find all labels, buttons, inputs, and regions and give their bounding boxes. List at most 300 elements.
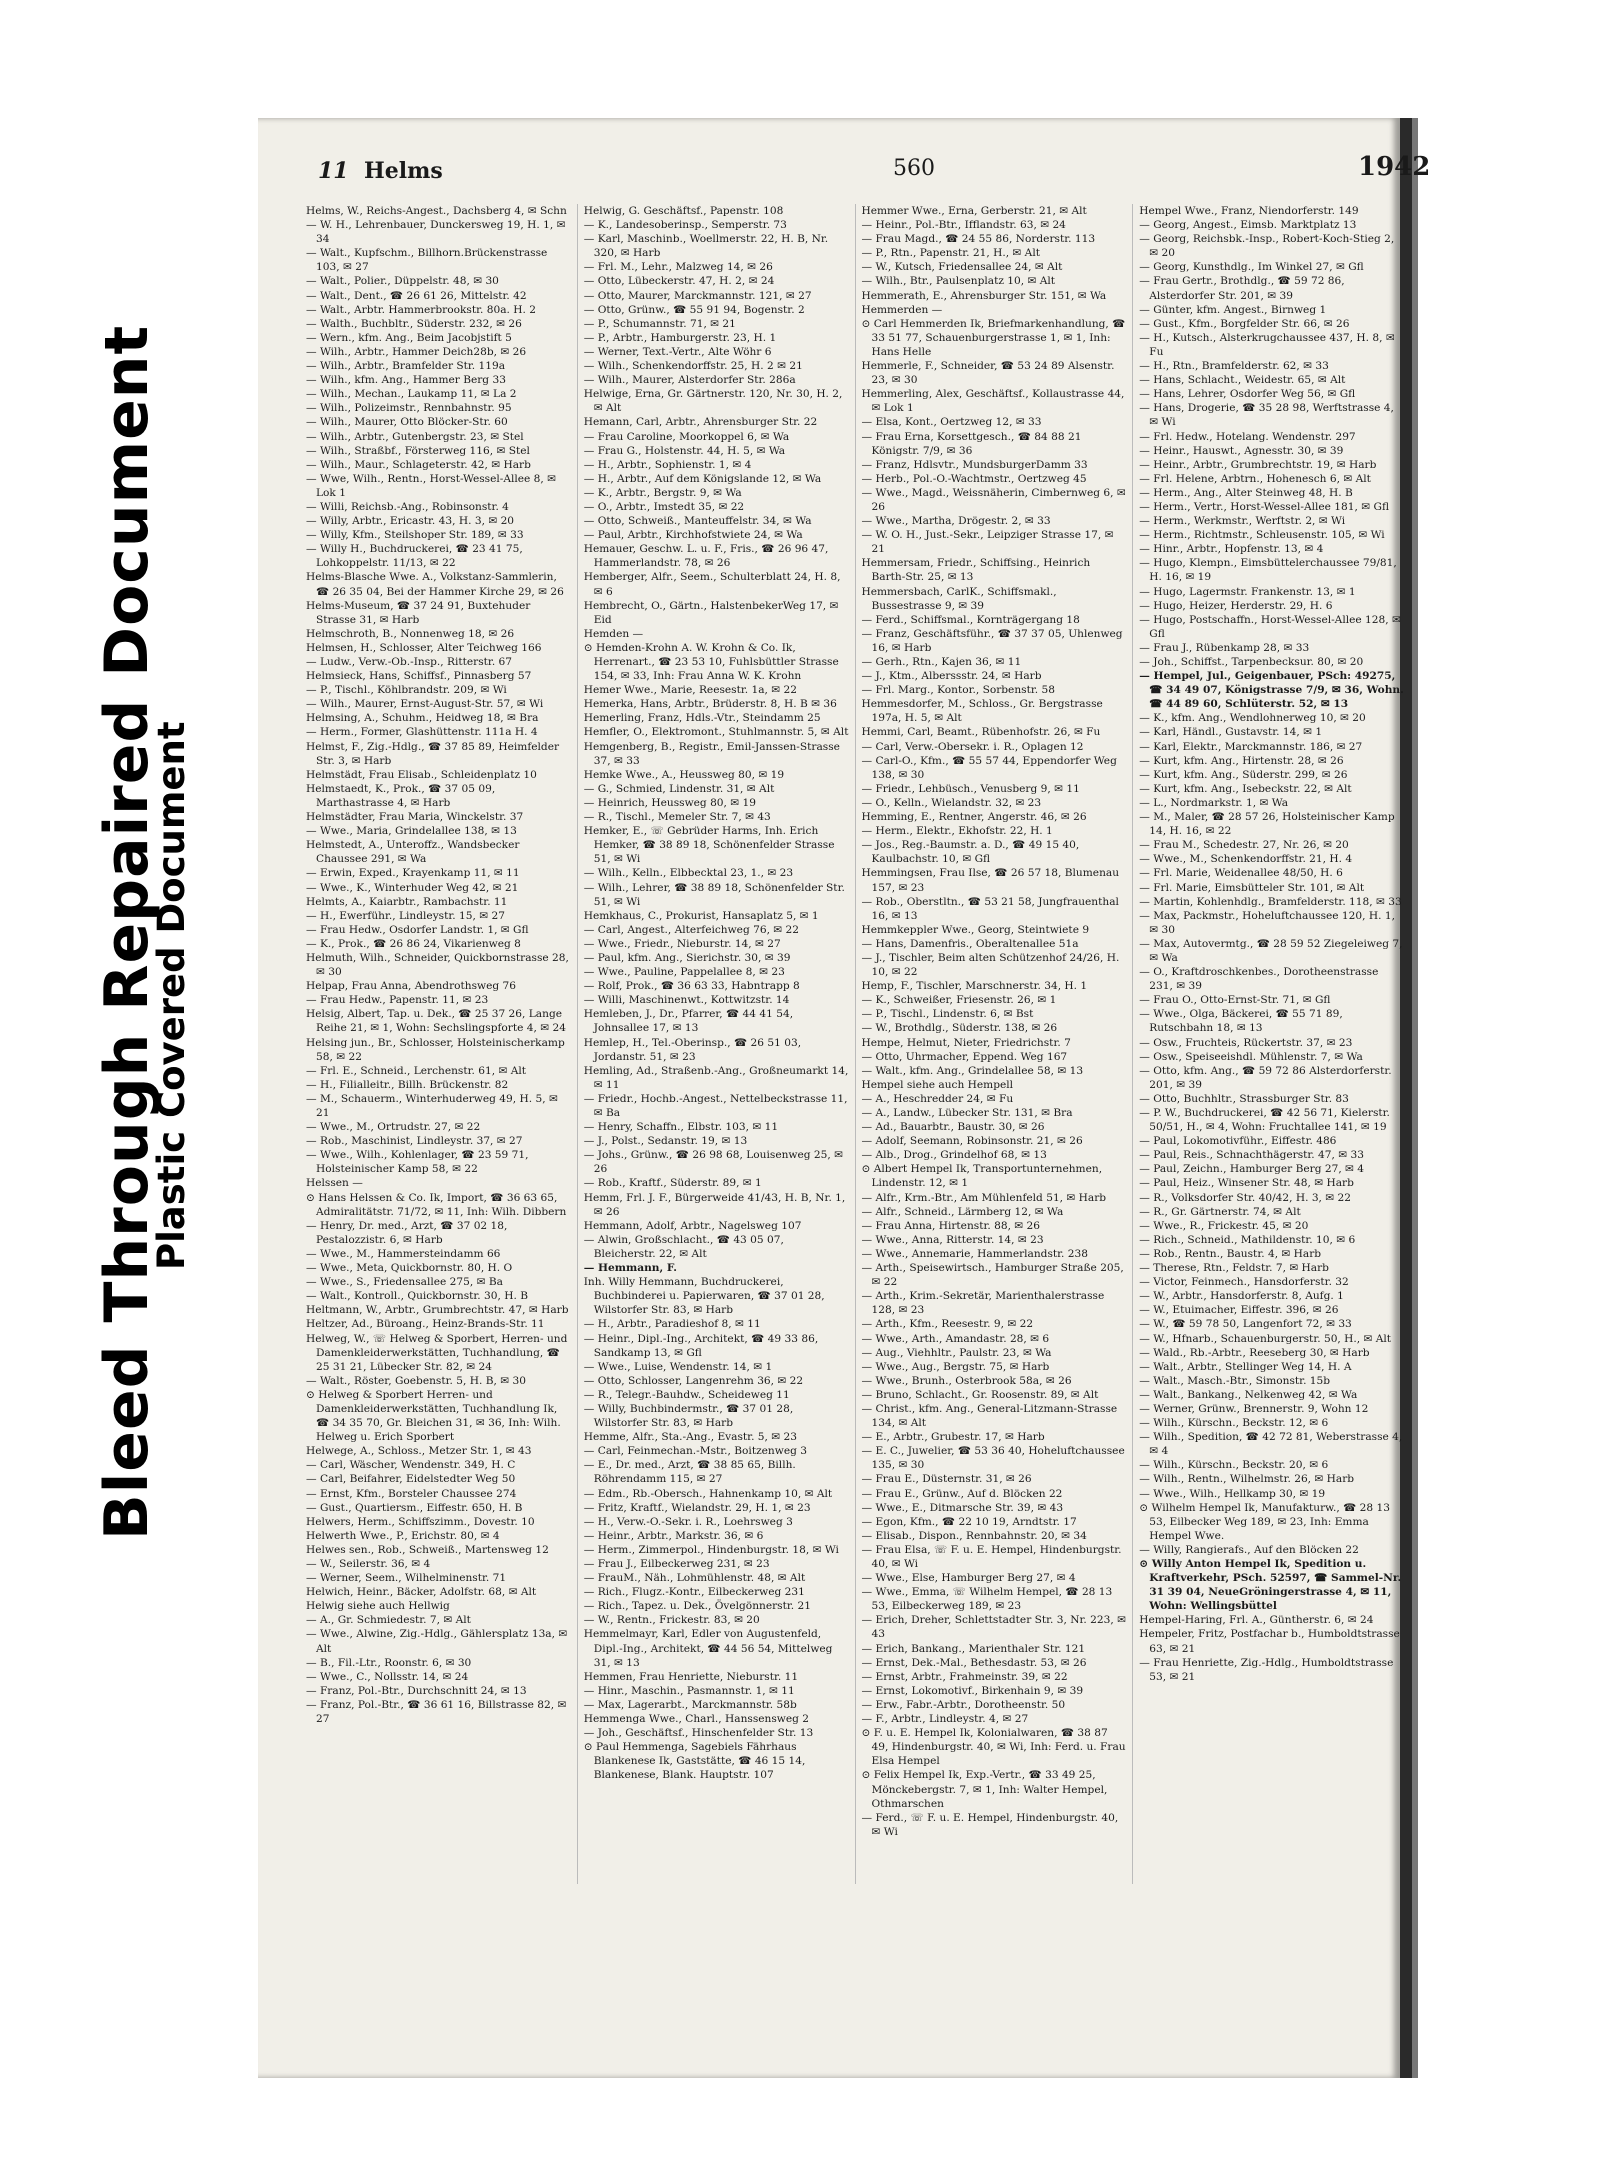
directory-entry: — Alwin, Großschlacht., ☎ 43 05 07, Bleicherstr. 22, ✉ Alt (583, 1233, 784, 1260)
directory-entry: — Paul, Reis., Schnachthägerstr. 47, ✉ 33 (1139, 1149, 1364, 1162)
directory-entry: — Franz, Geschäftsführ., ☎ 37 37 05, Uhlenweg 16, ✉ Harb (861, 627, 1123, 654)
directory-entry: Hemmersam, Friedr., Schiffsing., Heinrich Barth-Str. 25, ✉ 13 (861, 557, 1091, 584)
directory-entry: — Ferd., ☏ F. u. E. Hempel, Hindenburgstr. 40, ✉ Wi (861, 1811, 1119, 1838)
directory-entry: Hempeler, Fritz, Postfachar b., Humboldtstrasse 63, ✉ 21 (1139, 1628, 1400, 1655)
directory-entry: — Franz, Pol.-Btr., Durchschnitt 24, ✉ 13 (306, 1684, 527, 1697)
directory-entry: Hemer Wwe., Marie, Reesestr. 1a, ✉ 22 (583, 684, 798, 697)
directory-entry: Helsig, Albert, Tap. u. Dek., ☎ 25 37 26, Lange Reihe 21, ✉ 1, Wohn: Sechslingspforte 4, ✉ 24 (306, 1008, 566, 1035)
directory-entry: — Frl. Marie, Eimsbütteler Str. 101, ✉ Alt (1139, 881, 1365, 894)
directory-entry: — Frau O., Otto-Ernst-Str. 71, ✉ Gfl (1139, 994, 1331, 1007)
directory-entry: — J., Tischler, Beim alten Schützenhof 24/26, H. 10, ✉ 22 (861, 951, 1120, 979)
directory-entry: — Martin, Kohlenhdlg., Bramfelderstr. 118, ✉ 33 (1139, 895, 1402, 908)
directory-entry: — Rich., Flugz.-Kontr., Eilbeckerweg 231 (583, 1586, 805, 1599)
directory-entry: — Frl. E., Schneid., Lerchenstr. 61, ✉ Alt (306, 1064, 527, 1077)
directory-entry: — Ferd., Schiffsmal., Kornträgergang 18 (861, 613, 1080, 626)
directory-entry: — Hans, Schlacht., Weidestr. 65, ✉ Alt (1139, 374, 1346, 387)
directory-entry: — H., Arbtr., Auf dem Königslande 12, ✉ Wa (583, 472, 822, 485)
directory-entry: — Heinr., Hauswt., Agnesstr. 30, ✉ 39 (1139, 444, 1344, 457)
directory-entry: Hemmkeppler Wwe., Georg, Steintwiete 9 (861, 923, 1090, 936)
directory-entry: Hemmersbach, CarlK., Schiffsmakl., Bussestrasse 9, ✉ 39 (861, 585, 1057, 612)
directory-entry: Helms-Blasche Wwe. A., Volkstanz-Sammlerin, ☎ 26 35 04, Bei der Hammer Kirche 29, ✉ 26 (306, 571, 564, 598)
directory-entry: — Wwe., Alwine, Zig.-Hdlg., Gählersplatz 13a, ✉ Alt (306, 1628, 568, 1655)
directory-entry: — Werner, Grünw., Brennerstr. 9, Wohn 12 (1139, 1402, 1369, 1415)
directory-entry: — F., Arbtr., Lindleystr. 4, ✉ 27 (861, 1713, 1029, 1726)
directory-entry: Hemberger, Alfr., Seem., Schulterblatt 24, H. 8, ✉ 6 (583, 571, 841, 598)
directory-entry: — Rob., Kraftf., Süderstr. 89, ✉ 1 (583, 1177, 762, 1190)
directory-entry: — Alb., Drog., Grindelhof 68, ✉ 13 (861, 1149, 1047, 1162)
directory-entry: — W. O. H., Just.-Sekr., Leipziger Strasse 17, ✉ 21 (861, 529, 1114, 556)
directory-entry: — Adolf, Seemann, Robinsonstr. 21, ✉ 26 (861, 1135, 1083, 1148)
directory-entry: — O., Kelln., Wielandstr. 32, ✉ 23 (861, 796, 1042, 809)
directory-entry: — Kurt, kfm. Ang., Isebeckstr. 22, ✉ Alt (1139, 782, 1352, 795)
directory-entry: — R., Gr. Gärtnerstr. 74, ✉ Alt (1139, 1205, 1301, 1218)
directory-entry: — Wwe., Brunh., Osterbrook 58a, ✉ 26 (861, 1374, 1072, 1387)
directory-entry: — Frau J., Eilbeckerweg 231, ✉ 23 (583, 1558, 770, 1570)
directory-entry: Hemmi, Carl, Beamt., Rübenhofstr. 26, ✉ Fu (861, 726, 1101, 739)
directory-entry: — Herm., Former, Glashüttenstr. 111a H. 4 (306, 726, 538, 739)
directory-entry: — Arth., Speisewirtsch., Hamburger Straße 205, ✉ 22 (861, 1262, 1124, 1289)
directory-entry: — M., Maler, ☎ 28 57 26, Holsteinischer Kamp 14, H. 16, ✉ 22 (1139, 811, 1395, 838)
directory-entry: — Herb., Pol.-O.-Wachtmstr., Oertzweg 45 (861, 472, 1087, 485)
directory-entry: Helwes sen., Rob., Schweiß., Martensweg 12 (306, 1543, 549, 1556)
running-head: Helms (364, 158, 443, 184)
directory-entry: — Rich., Tapez. u. Dek., Övelgönnerstr. 21 (583, 1600, 811, 1613)
directory-entry: — Frau Erna, Korsettgesch., ☎ 84 88 21 Königstr. 7/9, ✉ 36 (861, 430, 1082, 457)
directory-entry: — Otto, Buchhltr., Strassburger Str. 83 (1139, 1092, 1349, 1105)
directory-entry: — Elisab., Dispon., Rennbahnstr. 20, ✉ 34 (861, 1529, 1087, 1542)
directory-entry: — P., Arbtr., Hamburgerstr. 23, H. 1 (583, 331, 777, 344)
directory-entry: ⊙ Felix Hempel Ik, Exp.-Vertr., ☎ 33 49 25, Mönckebergstr. 7, ✉ 1, Inh: Walter Hempel, Othmarschen (861, 1769, 1108, 1810)
directory-entry: — P., Rtn., Papenstr. 21, H., ✉ Alt (861, 247, 1040, 260)
directory-entry: — W., Brothdlg., Süderstr. 138, ✉ 26 (861, 1022, 1058, 1035)
directory-entry: — Werner, Seem., Wilhelminenstr. 71 (306, 1572, 507, 1585)
directory-entry: — Willy, Buchbindermstr., ☎ 37 01 28, Wilstorfer Str. 83, ✉ Harb (583, 1402, 794, 1430)
directory-entry: — Ad., Bauarbtr., Baustr. 30, ✉ 26 (861, 1121, 1045, 1134)
directory-entry: Hemme, Alfr., Sta.-Ang., Evastr. 5, ✉ 23 (583, 1431, 798, 1444)
directory-entry: — Wilh., Maurer, Alsterdorfer Str. 286a (583, 374, 796, 387)
column-3 (856, 204, 1134, 1884)
directory-entry: — Franz, Hdlsvtr., MundsburgerDamm 33 (861, 458, 1088, 471)
directory-entry: — Gerh., Rtn., Kajen 36, ✉ 11 (861, 656, 1022, 668)
directory-entry: — Wwe., Martha, Drögestr. 2, ✉ 33 (861, 515, 1051, 528)
directory-entry: — W., Etuimacher, Eiffestr. 396, ✉ 26 (1139, 1304, 1339, 1317)
directory-entry: — Alfr., Schneid., Lärmberg 12, ✉ Wa (861, 1205, 1064, 1218)
directory-entry: — Ernst, Kfm., Borsteler Chaussee 274 (306, 1487, 517, 1500)
directory-entry: — Wwe., Aug., Bergstr. 75, ✉ Harb (861, 1360, 1050, 1373)
directory-entry: — A., Heschredder 24, ✉ Fu (861, 1092, 1014, 1105)
directory-entry: — W., Rentn., Frickestr. 83, ✉ 20 (583, 1614, 760, 1627)
directory-entry: — Wilh., Arbtr., Bramfelder Str. 119a (306, 360, 506, 373)
directory-entry: Helmuth, Wilh., Schneider, Quickbornstrasse 28, ✉ 30 (306, 951, 569, 979)
directory-entry: Helmschroth, B., Nonnenweg 18, ✉ 26 (306, 627, 515, 640)
directory-entry: Hemmenga Wwe., Charl., Hanssensweg 2 (583, 1713, 810, 1726)
directory-entry: — A., Landw., Lübecker Str. 131, ✉ Bra (861, 1107, 1073, 1119)
directory-entry: — Kurt, kfm. Ang., Süderstr. 299, ✉ 26 (1139, 768, 1348, 781)
directory-entry: Helwig siehe auch Hellwig (306, 1600, 450, 1613)
directory-entry: Hemmerling, Alex, Geschäftsf., Kollaustrasse 44, ✉ Lok 1 (861, 388, 1125, 415)
directory-entry: — W. H., Lehrenbauer, Dunckersweg 19, H. 1, ✉ 34 (306, 219, 566, 246)
directory-entry: Helpap, Frau Anna, Abendrothsweg 76 (306, 980, 517, 993)
directory-entry: — P., Tischl., Köhlbrandstr. 209, ✉ Wi (306, 684, 507, 697)
directory-entry: — Wwe., Olga, Bäckerei, ☎ 55 71 89, Rutschbahn 18, ✉ 13 (1139, 1008, 1343, 1035)
directory-entry: — Ernst, Lokomotivf., Birkenhain 9, ✉ 39 (861, 1684, 1084, 1697)
directory-entry: — Wilh., Kürschn., Beckstr. 12, ✉ 6 (1139, 1417, 1329, 1430)
directory-entry: — Arth., Krim.-Sekretär, Marienthalerstrasse 128, ✉ 23 (861, 1290, 1105, 1317)
directory-entry: — Walt., Arbtr. Hammerbrookstr. 80a. H. 2 (306, 303, 536, 316)
directory-entry: — W., Arbtr., Hansdorferstr. 8, Aufg. 1 (1139, 1290, 1344, 1303)
directory-entry: Hemmelmayr, Karl, Edler von Augustenfeld, Dipl.-Ing., Architekt, ☎ 44 56 54, Mittelweg 31, ✉ 13 (583, 1628, 833, 1669)
directory-entry: — Gust., Kfm., Borgfelder Str. 66, ✉ 26 (1139, 317, 1350, 330)
directory-entry: — Wwe., Else, Hamburger Berg 27, ✉ 4 (861, 1572, 1076, 1585)
directory-entry: — Heinr., Arbtr., Grumbrechtstr. 19, ✉ Harb (1139, 458, 1377, 471)
directory-entry: ⊙ Helweg & Sporbert Herren- und Damenkleiderwerkstätten, Tuchhandlung Ik, ☎ 34 35 70, Gr. Bleichen 31, ✉ 36, Inh: Wilh. Helweg u. Erich Sporbert (306, 1388, 561, 1444)
directory-entry: Heltmann, W., Arbtr., Grumbrechtstr. 47, ✉ Harb (306, 1304, 569, 1317)
directory-entry: Helmsen, H., Schlosser, Alter Teichweg 166 (306, 641, 542, 654)
directory-entry: — Therese, Rtn., Feldstr. 7, ✉ Harb (1139, 1262, 1329, 1275)
directory-entry: — Willi, Reichsb.-Ang., Robinsonstr. 4 (306, 500, 509, 513)
directory-entry: Hemm, Frl. J. F., Bürgerweide 41/43, H. B, Nr. 1, ✉ 26 (583, 1191, 846, 1218)
directory-entry: Hemgenberg, B., Registr., Emil-Janssen-Strasse 37, ✉ 33 (583, 740, 840, 767)
directory-entry: Helsing jun., Br., Schlosser, Holsteinischerkamp 58, ✉ 22 (306, 1036, 565, 1063)
directory-entry: — Wwe., Arth., Amandastr. 28, ✉ 6 (861, 1332, 1050, 1345)
directory-entry: — Hans, Damenfris., Oberaltenallee 51a (861, 937, 1079, 950)
directory-entry: — Kurt, kfm. Ang., Hirtenstr. 28, ✉ 26 (1139, 754, 1344, 767)
directory-entry: — Wilh., Maurer, Otto Blöcker-Str. 60 (306, 416, 508, 429)
directory-entry: — Wilh., Rentn., Wilhelmstr. 26, ✉ Harb (1139, 1473, 1355, 1486)
directory-entry: Helwig, G. Geschäftsf., Papenstr. 108 (583, 205, 784, 217)
directory-columns (300, 204, 1410, 1884)
directory-entry: — Carl, Angest., Alterfeichweg 76, ✉ 22 (583, 923, 800, 936)
directory-entry: — Frau M., Schedestr. 27, Nr. 26, ✉ 20 (1139, 839, 1349, 852)
directory-entry: — FrauM., Näh., Lohmühlenstr. 48, ✉ Alt (583, 1572, 806, 1585)
directory-entry: — Otto, Uhrmacher, Eppend. Weg 167 (861, 1050, 1068, 1063)
directory-entry: — Max, Lagerarbt., Marckmannstr. 58b (583, 1698, 797, 1711)
directory-entry: — Christ., kfm. Ang., General-Litzmann-Strasse 134, ✉ Alt (861, 1402, 1118, 1430)
page-number: 560 (893, 156, 935, 181)
directory-entry: Hemlep, H., Tel.-Oberinsp., ☎ 26 51 03, Jordanstr. 51, ✉ 23 (583, 1036, 802, 1063)
directory-entry: Hemmann, Adolf, Arbtr., Nagelsweg 107 (583, 1219, 802, 1232)
directory-entry: — Hinr., Arbtr., Hopfenstr. 13, ✉ 4 (1139, 543, 1324, 556)
directory-entry: — Osw., Fruchteis, Rückertstr. 37, ✉ 23 (1139, 1036, 1353, 1049)
directory-entry: Hemkhaus, C., Prokurist, Hansaplatz 5, ✉ 1 (583, 909, 819, 922)
directory-entry: — Frau Magd., ☎ 24 55 86, Norderstr. 113 (861, 233, 1096, 246)
directory-entry: — R., Volksdorfer Str. 40/42, H. 3, ✉ 22 (1139, 1191, 1352, 1204)
directory-entry: — Otto, Grünw., ☎ 55 91 94, Bogenstr. 2 (583, 303, 805, 316)
directory-entry: Helmstaedt, K., Prok., ☎ 37 05 09, Marthastrasse 4, ✉ Harb (306, 782, 496, 809)
directory-entry: — Walt., Dent., ☎ 26 61 26, Mittelstr. 42 (306, 289, 527, 302)
directory-entry: — Gust., Quartiersm., Eiffestr. 650, H. B (306, 1501, 523, 1514)
directory-entry: — Ernst, Dek.-Mal., Bethesdastr. 53, ✉ 26 (861, 1656, 1087, 1669)
plastic-covered-label: Plastic Covered Document (150, 721, 193, 1270)
directory-entry: — J., Ktm., Alberssstr. 24, ✉ Harb (861, 670, 1042, 683)
directory-entry: — Joh., Schiffst., Tarpenbecksur. 80, ✉ 20 (1139, 656, 1364, 668)
directory-entry: — Georg, Kunsthdlg., Im Winkel 27, ✉ Gfl (1139, 261, 1364, 274)
bottom-margin (258, 2078, 1418, 2177)
directory-entry: Helmstädt, Frau Elisab., Schleidenplatz 10 (306, 768, 537, 781)
directory-entry: — Erich, Bankang., Marienthaler Str. 121 (861, 1642, 1086, 1655)
directory-entry: — Herm., Elektr., Ekhofstr. 22, H. 1 (861, 825, 1053, 838)
directory-entry: — Wwe., Wilh., Kohlenlager, ☎ 23 59 71, Holsteinischer Kamp 58, ✉ 22 (306, 1149, 529, 1176)
directory-entry: — B., Fil.-Ltr., Roonstr. 6, ✉ 30 (306, 1656, 472, 1669)
directory-entry: — Herm., Werkmstr., Werftstr. 2, ✉ Wi (1139, 515, 1346, 528)
directory-entry: — Herm., Ang., Alter Steinweg 48, H. B (1139, 486, 1353, 499)
directory-entry: — Otto, Maurer, Marckmannstr. 121, ✉ 27 (583, 289, 812, 302)
directory-entry: — Egon, Kfm., ☎ 22 10 19, Arndtstr. 17 (861, 1515, 1077, 1528)
directory-entry: Helmst, F., Zig.-Hdlg., ☎ 37 85 89, Heimfelder Str. 3, ✉ Harb (306, 740, 560, 767)
directory-entry: — Wwe., Annemarie, Hammerlandstr. 238 (861, 1247, 1089, 1260)
directory-entry: — Friedr., Hochb.-Angest., Nettelbeckstrasse 11, ✉ Ba (583, 1092, 848, 1119)
directory-entry: Helmsieck, Hans, Schiffsf., Pinnasberg 57 (306, 670, 532, 683)
directory-entry: — Willy, Arbtr., Ericastr. 43, H. 3, ✉ 20 (306, 515, 515, 528)
directory-entry: — Rolf, Prok., ☎ 36 63 33, Habntrapp 8 (583, 980, 800, 993)
directory-entry: Hemmesdorfer, M., Schloss., Gr. Bergstrasse 197a, H. 5, ✉ Alt (861, 698, 1103, 725)
directory-entry: — Paul, Heiz., Winsener Str. 48, ✉ Harb (1139, 1177, 1354, 1190)
directory-entry: — Rich., Schneid., Mathildenstr. 10, ✉ 6 (1139, 1233, 1356, 1246)
directory-entry: ⊙ Albert Hempel Ik, Transportunternehmen, Lindenstr. 12, ✉ 1 (861, 1163, 1103, 1190)
directory-entry: — E., Arbtr., Grubestr. 17, ✉ Harb (861, 1431, 1045, 1444)
directory-entry: Hemmerath, E., Ahrensburger Str. 151, ✉ Wa (861, 289, 1107, 302)
directory-entry: — Hugo, Heizer, Herderstr. 29, H. 6 (1139, 599, 1333, 612)
directory-entry: — E. C., Juwelier, ☎ 53 36 40, Hoheluftchaussee 135, ✉ 30 (861, 1445, 1125, 1472)
bleed-through-label: Bleed Through Repaired Document (92, 324, 162, 1540)
directory-entry: — W., ☎ 59 78 50, Langenfort 72, ✉ 33 (1139, 1318, 1352, 1331)
directory-entry: — Wilh., Straßbf., Försterweg 116, ✉ Stel (306, 444, 530, 457)
directory-entry: Hemerling, Franz, Hdls.-Vtr., Steindamm 25 (583, 712, 821, 725)
directory-entry: — Joh., Geschäftsf., Hinschenfelder Str. 13 (583, 1727, 814, 1740)
directory-entry: — Frau Hedw., Osdorfer Landstr. 1, ✉ Gfl (306, 923, 529, 936)
directory-entry: — Wilh., Arbtr., Hammer Deich28b, ✉ 26 (306, 345, 527, 358)
directory-entry: — L., Nordmarkstr. 1, ✉ Wa (1139, 796, 1289, 809)
directory-entry: — J., Polst., Sedanstr. 19, ✉ 13 (583, 1135, 748, 1148)
directory-entry: — Franz, Pol.-Btr., ☎ 36 61 16, Billstrasse 82, ✉ 27 (306, 1698, 567, 1726)
directory-entry: — Hugo, Klempn., Eimsbüttelerchaussee 79/81, H. 16, ✉ 19 (1139, 557, 1397, 584)
directory-entry: — P., Tischl., Lindenstr. 6, ✉ Bst (861, 1008, 1034, 1021)
directory-entry: Hembrecht, O., Gärtn., HalstenbekerWeg 17, ✉ Eid (583, 599, 839, 626)
directory-entry: — Frau E., Grünw., Auf d. Blöcken 22 (861, 1487, 1063, 1500)
directory-entry: — Carl, Wäscher, Wendenstr. 349, H. C (306, 1459, 516, 1472)
directory-entry: — Wilh., Maurer, Ernst-August-Str. 57, ✉ Wi (306, 698, 544, 711)
directory-entry: — Georg, Reichsbk.-Insp., Robert-Koch-Stieg 2, ✉ 20 (1139, 233, 1395, 260)
directory-entry: — W., Kutsch, Friedensallee 24, ✉ Alt (861, 261, 1063, 274)
directory-entry: — Wilh., Spedition, ☎ 42 72 81, Weberstrasse 4, ✉ 4 (1139, 1431, 1403, 1458)
directory-entry: — Frau Henriette, Zig.-Hdlg., Humboldtstrasse 53, ✉ 21 (1139, 1656, 1394, 1683)
directory-entry: Hemann, Carl, Arbtr., Ahrensburger Str. 22 (583, 416, 818, 429)
directory-entry: — H., Arbtr., Sophienstr. 1, ✉ 4 (583, 458, 752, 471)
directory-entry: — Alfr., Krm.-Btr., Am Mühlenfeld 51, ✉ Harb (861, 1191, 1107, 1204)
directory-entry: — Hinr., Maschin., Pasmannstr. 1, ✉ 11 (583, 1684, 795, 1697)
directory-entry: — Wilh., Maur., Schlageterstr. 42, ✉ Harb (306, 458, 531, 471)
directory-entry: — Otto, kfm. Ang., ☎ 59 72 86 Alsterdorferstr. 201, ✉ 39 (1139, 1064, 1392, 1091)
directory-entry: — Herm., Richtmstr., Schleusenstr. 105, ✉ Wi (1139, 529, 1385, 542)
directory-entry: — R., Tischl., Memeler Str. 7, ✉ 43 (583, 811, 771, 824)
directory-entry: — Wwe., M., Ortrudstr. 27, ✉ 22 (306, 1121, 481, 1134)
directory-entry: Helssen — (306, 1177, 363, 1190)
directory-entry: — Elsa, Kont., Oertzweg 12, ✉ 33 (861, 416, 1042, 429)
directory-entry: — Edm., Rb.-Obersch., Hahnenkamp 10, ✉ Alt (583, 1487, 833, 1500)
directory-entry: — Erw., Fabr.-Arbtr., Dorotheenstr. 50 (861, 1698, 1066, 1711)
directory-entry: — Rob., Oberstltn., ☎ 53 21 58, Jungfrauenthal 16, ✉ 13 (861, 895, 1119, 922)
directory-entry: — Willy, Kfm., Steilshoper Str. 189, ✉ 33 (306, 529, 524, 542)
directory-entry: — Henry, Schaffn., Elbstr. 103, ✉ 11 (583, 1121, 779, 1134)
directory-entry: — Hans, Lehrer, Osdorfer Weg 56, ✉ Gfl (1139, 388, 1356, 401)
directory-entry: — Frau Hedw., Papenstr. 11, ✉ 23 (306, 994, 489, 1007)
directory-entry: — Wwe., Wilh., Hellkamp 30, ✉ 19 (1139, 1487, 1326, 1500)
directory-entry: — Frau Caroline, Moorkoppel 6, ✉ Wa (583, 430, 790, 443)
directory-entry: — Wwe., Luise, Wendenstr. 14, ✉ 1 (583, 1360, 773, 1373)
page-header (318, 152, 1431, 192)
directory-entry: — Wwe., Anna, Ritterstr. 14, ✉ 23 (861, 1233, 1044, 1246)
directory-entry: — Aug., Viehhltr., Paulstr. 23, ✉ Wa (861, 1346, 1052, 1359)
directory-entry: — Wilh., Schenkendorffstr. 25, H. 2 ✉ 21 (583, 360, 803, 373)
directory-entry: — Wwe., Magd., Weissnäherin, Cimbernweg 6, ✉ 26 (861, 486, 1126, 513)
directory-entry: — Paul, Arbtr., Kirchhofstwiete 24, ✉ Wa (583, 529, 803, 542)
directory-entry: — Frau Gertr., Brothdlg., ☎ 59 72 86, Alsterdorfer Str. 201, ✉ 39 (1139, 275, 1345, 302)
directory-entry: — Wilh., Mechan., Laukamp 11, ✉ La 2 (306, 388, 517, 401)
directory-entry: — Willi, Maschinenwt., Kottwitzstr. 14 (583, 994, 790, 1007)
directory-entry: — H., Filialleitr., Billh. Brückenstr. 82 (306, 1078, 509, 1091)
directory-entry: Hemfler, O., Elektromont., Stuhlmannstr. 5, ✉ Alt (583, 726, 849, 739)
directory-entry: — Wwe., Maria, Grindelallee 138, ✉ 13 (306, 825, 517, 838)
directory-entry: — Wwe., Emma, ☏ Wilhelm Hempel, ☎ 28 13 53, Eilbeckerweg 189, ✉ 23 (861, 1586, 1113, 1613)
directory-entry: — Wwe., E., Ditmarsche Str. 39, ✉ 43 (861, 1501, 1064, 1514)
directory-entry: — Wilh., Polizeimstr., Rennbahnstr. 95 (306, 402, 512, 415)
directory-entry: — Wwe., M., Schenkendorffstr. 21, H. 4 (1139, 853, 1353, 866)
directory-entry: — G., Schmied, Lindenstr. 31, ✉ Alt (583, 782, 775, 795)
directory-entry: Hemmingsen, Frau Ilse, ☎ 26 57 18, Blumenau 157, ✉ 23 (861, 867, 1120, 894)
directory-entry: — Max, Autovermtg., ☎ 28 59 52 Ziegeleiweg 7, ✉ Wa (1139, 937, 1403, 964)
directory-entry: Helwerth Wwe., P., Erichstr. 80, ✉ 4 (306, 1529, 500, 1542)
directory-entry: — Karl, Maschinb., Woellmerstr. 22, H. B, Nr. 320, ✉ Harb (583, 233, 829, 260)
directory-entry: — K., Prok., ☎ 26 86 24, Vikarienweg 8 (306, 937, 521, 950)
directory-entry: Hemke Wwe., A., Heussweg 80, ✉ 19 (583, 768, 785, 781)
directory-entry: Hemleben, J., Dr., Pfarrer, ☎ 44 41 54, Johnsallee 17, ✉ 13 (583, 1008, 794, 1035)
directory-entry: — E., Dr. med., Arzt, ☎ 38 85 65, Billh. Röhrendamm 115, ✉ 27 (583, 1459, 796, 1486)
directory-entry: — O., Arbtr., Imstedt 35, ✉ 22 (583, 500, 745, 513)
directory-entry: — Wilh., Kelln., Elbbecktal 23, 1., ✉ 23 (583, 867, 794, 880)
directory-entry: Hemmer Wwe., Erna, Gerberstr. 21, ✉ Alt (861, 205, 1087, 217)
directory-entry: — Victor, Feinmech., Hansdorferstr. 32 (1139, 1276, 1349, 1289)
directory-entry: — Willy, Rangierafs., Auf den Blöcken 22 (1139, 1543, 1359, 1556)
directory-entry: — M., Schauerm., Winterhuderweg 49, H. 5, ✉ 21 (306, 1092, 558, 1119)
directory-entry: — Otto, Schweiß., Manteuffelstr. 34, ✉ Wa (583, 515, 812, 528)
directory-entry: — Walt., Arbtr., Stellinger Weg 14, H. A (1139, 1360, 1352, 1373)
directory-entry: ⊙ Willy Anton Hempel Ik, Spedition u. Kraftverkehr, PSch. 52597, ☎ Sammel-Nr. 31 39 04, NeueGröningerstrasse 4, ✉ 11, Wohn: Wellingsbüttel (1139, 1558, 1402, 1613)
directory-entry: — Wern., kfm. Ang., Beim Jacobjstift 5 (306, 331, 512, 344)
directory-entry: — O., Kraftdroschkenbes., Dorotheenstrasse 231, ✉ 39 (1139, 966, 1379, 993)
directory-entry: Helms, W., Reichs-Angest., Dachsberg 4, ✉ Schn (306, 205, 567, 217)
directory-entry: — Wwe, Wilh., Rentn., Horst-Wessel-Allee 8, ✉ Lok 1 (306, 472, 557, 499)
directory-entry: — Frl. Hedw., Hotelang. Wendenstr. 297 (1139, 430, 1356, 443)
directory-entry: Helmstedt, A., Unteroffz., Wandsbecker Chaussee 291, ✉ Wa (306, 839, 520, 866)
directory-entry: Helwige, Erna, Gr. Gärtnerstr. 120, Nr. 30, H. 2, ✉ Alt (583, 388, 843, 415)
scan-edge-highlight (1412, 118, 1418, 2078)
directory-entry: — Paul, kfm. Ang., Sierichstr. 30, ✉ 39 (583, 951, 791, 964)
directory-entry: — Erich, Dreher, Schlettstadter Str. 3, Nr. 223, ✉ 43 (861, 1614, 1126, 1641)
directory-entry: Hemmerden — (861, 303, 943, 316)
directory-entry: ⊙ F. u. E. Hempel Ik, Kolonialwaren, ☎ 38 87 49, Hindenburgstr. 40, ✉ Wi, Inh: Ferd. u. Frau Elsa Hempel (861, 1727, 1126, 1768)
directory-entry: — Otto, Schlosser, Langenrehm 36, ✉ 22 (583, 1374, 804, 1387)
directory-entry: — P., Schumannstr. 71, ✉ 21 (583, 317, 736, 330)
directory-entry: — Wwe., Meta, Quickbornstr. 80, H. O (306, 1262, 513, 1275)
directory-entry: Hemerka, Hans, Arbtr., Brüderstr. 8, H. B ✉ 36 (583, 698, 837, 711)
directory-entry: — Osw., Speiseeishdl. Mühlenstr. 7, ✉ Wa (1139, 1050, 1363, 1063)
directory-entry: — Wilh., Kürschn., Beckstr. 20, ✉ 6 (1139, 1459, 1329, 1472)
directory-entry: Hemming, E., Rentner, Angerstr. 46, ✉ 26 (861, 811, 1087, 824)
directory-entry: ⊙ Hans Helssen & Co. Ik, Import, ☎ 36 63 65, Admiralitätstr. 71/72, ✉ 11, Inh: Wilh. Dibbern (306, 1191, 567, 1218)
directory-entry: — Walt., Masch.-Btr., Simonstr. 15b (1139, 1374, 1331, 1387)
directory-entry: — H., Rtn., Bramfelderstr. 62, ✉ 33 (1139, 360, 1329, 373)
directory-entry: — Wilh., Btr., Paulsenplatz 10, ✉ Alt (861, 275, 1056, 288)
directory-entry: — Paul, Zeichn., Hamburger Berg 27, ✉ 4 (1139, 1163, 1365, 1176)
directory-entry: ⊙ Carl Hemmerden Ik, Briefmarkenhandlung, ☎ 33 51 77, Schauenburgerstrasse 1, ✉ 1, Inh: Hans Helle (861, 317, 1126, 358)
directory-entry: — Herm., Vertr., Horst-Wessel-Allee 181, ✉ Gfl (1139, 500, 1390, 513)
year: 1942 (1358, 152, 1431, 182)
directory-entry: — Carl, Verw.-Obersekr. i. R., Oplagen 12 (861, 740, 1084, 753)
directory-entry: — K., Arbtr., Bergstr. 9, ✉ Wa (583, 486, 742, 499)
directory-entry: Hemmen, Frau Henriette, Nieburstr. 11 (583, 1670, 799, 1683)
directory-entry: Helms-Museum, ☎ 37 24 91, Buxtehuder Strasse 31, ✉ Harb (306, 599, 531, 626)
directory-entry: — A., Gr. Schmiedestr. 7, ✉ Alt (306, 1614, 471, 1627)
directory-entry: Hemling, Ad., Straßenb.-Ang., Großneumarkt 14, ✉ 11 (583, 1064, 849, 1091)
directory-entry: — Max, Packmstr., Hoheluftchaussee 120, H. 1, ✉ 30 (1139, 909, 1395, 936)
directory-entry: — Carl-O., Kfm., ☎ 55 57 44, Eppendorfer Weg 138, ✉ 30 (861, 754, 1117, 781)
directory-entry: — Walt., Polier., Düppelstr. 48, ✉ 30 (306, 275, 499, 288)
directory-entry: — Walt., Bankang., Nelkenweg 42, ✉ Wa (1139, 1388, 1358, 1401)
directory-entry: — P. W., Buchdruckerei, ☎ 42 56 71, Kielerstr. 50/51, H., ✉ 4, Wohn: Fruchtallee 141, ✉ 19 (1139, 1107, 1390, 1134)
directory-entry: — Willy H., Buchdruckerei, ☎ 23 41 75, Lohkoppelstr. 11/13, ✉ 22 (306, 543, 523, 570)
directory-entry: — Heinr., Dipl.-Ing., Architekt, ☎ 49 33 86, Sandkamp 13, ✉ Gfl (583, 1332, 819, 1359)
directory-entry: Hemauer, Geschw. L. u. F., Fris., ☎ 26 96 47, Hammerlandstr. 78, ✉ 26 (583, 543, 829, 570)
directory-entry: — H., Arbtr., Paradieshof 8, ✉ 11 (583, 1318, 761, 1331)
directory-entry: — Wald., Rb.-Arbtr., Reeseberg 30, ✉ Harb (1139, 1346, 1370, 1359)
directory-entry: ⊙ Paul Hemmenga, Sagebiels Fährhaus Blankenese Ik, Gaststätte, ☎ 46 15 14, Blankenese, Blank. Hauptstr. 107 (583, 1741, 806, 1782)
directory-entry: — Walt., kfm. Ang., Grindelallee 58, ✉ 13 (861, 1064, 1084, 1077)
directory-entry: — Paul, Lokomotivführ., Eiffestr. 486 (1139, 1135, 1337, 1148)
directory-entry: — Wwe., C., Nollsstr. 14, ✉ 24 (306, 1670, 469, 1683)
directory-entry: — Hemmann, F. (583, 1262, 677, 1275)
directory-entry: — Ernst, Arbtr., Frahmeinstr. 39, ✉ 22 (861, 1670, 1068, 1683)
directory-entry: — Rob., Maschinist, Lindleystr. 37, ✉ 27 (306, 1135, 523, 1148)
directory-entry: — Henry, Dr. med., Arzt, ☎ 37 02 18, Pestalozzistr. 6, ✉ Harb (306, 1219, 508, 1246)
directory-entry: — Hempel, Jul., Geigenbauer, PSch: 49275, ☎ 34 49 07, Königstrasse 7/9, ✉ 36, Wohn. ☎ 44 89 60, Schlüterstr. 52, ✉ 13 (1139, 670, 1404, 711)
directory-entry: — H., Kutsch., Alsterkrugchaussee 437, H. 8, ✉ Fu (1139, 331, 1395, 358)
directory-entry: — Otto, Lübeckerstr. 47, H. 2, ✉ 24 (583, 275, 775, 288)
directory-entry: — Frl. Marie, Weidenallee 48/50, H. 6 (1139, 867, 1343, 880)
directory-entry: — Carl, Beifahrer, Eidelstedter Weg 50 (306, 1473, 516, 1486)
directory-entry: — Fritz, Kraftf., Wielandstr. 29, H. 1, ✉ 23 (583, 1501, 811, 1514)
directory-entry: Hemmerle, F., Schneider, ☎ 53 24 89 Alsenstr. 23, ✉ 30 (861, 360, 1115, 387)
directory-entry: — W., Hfnarb., Schauenburgerstr. 50, H., ✉ Alt (1139, 1332, 1392, 1345)
directory-entry: — Walth., Buchbltr., Süderstr. 232, ✉ 26 (306, 317, 522, 330)
directory-entry: Heltzer, Ad., Büroang., Heinz-Brands-Str. 11 (306, 1318, 545, 1331)
directory-entry: — Heinrich, Heussweg 80, ✉ 19 (583, 796, 757, 809)
directory-entry: — Frl. M., Lehr., Malzweg 14, ✉ 26 (583, 261, 773, 274)
directory-entry: — Frl. Helene, Arbtrn., Hohenesch 6, ✉ Alt (1139, 472, 1371, 485)
directory-entry: — Walt., Röster, Goebenstr. 5, H. B, ✉ 30 (306, 1374, 526, 1387)
directory-entry: — Werner, Text.-Vertr., Alte Wöhr 6 (583, 345, 772, 358)
directory-entry: — Frau J., Rübenkamp 28, ✉ 33 (1139, 641, 1310, 654)
directory-entry: — Walt., Kontroll., Quickbornstr. 30, H. B (306, 1290, 528, 1303)
directory-entry: — Wilh., Arbtr., Gutenbergstr. 23, ✉ Stel (306, 430, 524, 443)
directory-entry: — Friedr., Lehbüsch., Venusberg 9, ✉ 11 (861, 782, 1080, 795)
directory-entry: — Jos., Reg.-Baumstr. a. D., ☎ 49 15 40, Kaulbachstr. 10, ✉ Gfl (861, 839, 1080, 866)
directory-entry: — Rob., Rentn., Baustr. 4, ✉ Harb (1139, 1247, 1322, 1260)
directory-entry: — Frau E., Düsternstr. 31, ✉ 26 (861, 1473, 1032, 1486)
directory-entry: — K., Landesoberinsp., Semperstr. 73 (583, 219, 787, 232)
directory-entry: — Walt., Kupfschm., Billhorn.Brückenstrasse 103, ✉ 27 (306, 247, 548, 274)
directory-entry: Helmts, A., Kaiarbtr., Rambachstr. 11 (306, 895, 508, 908)
directory-entry: Hempel Wwe., Franz, Niendorferstr. 149 (1139, 205, 1359, 217)
